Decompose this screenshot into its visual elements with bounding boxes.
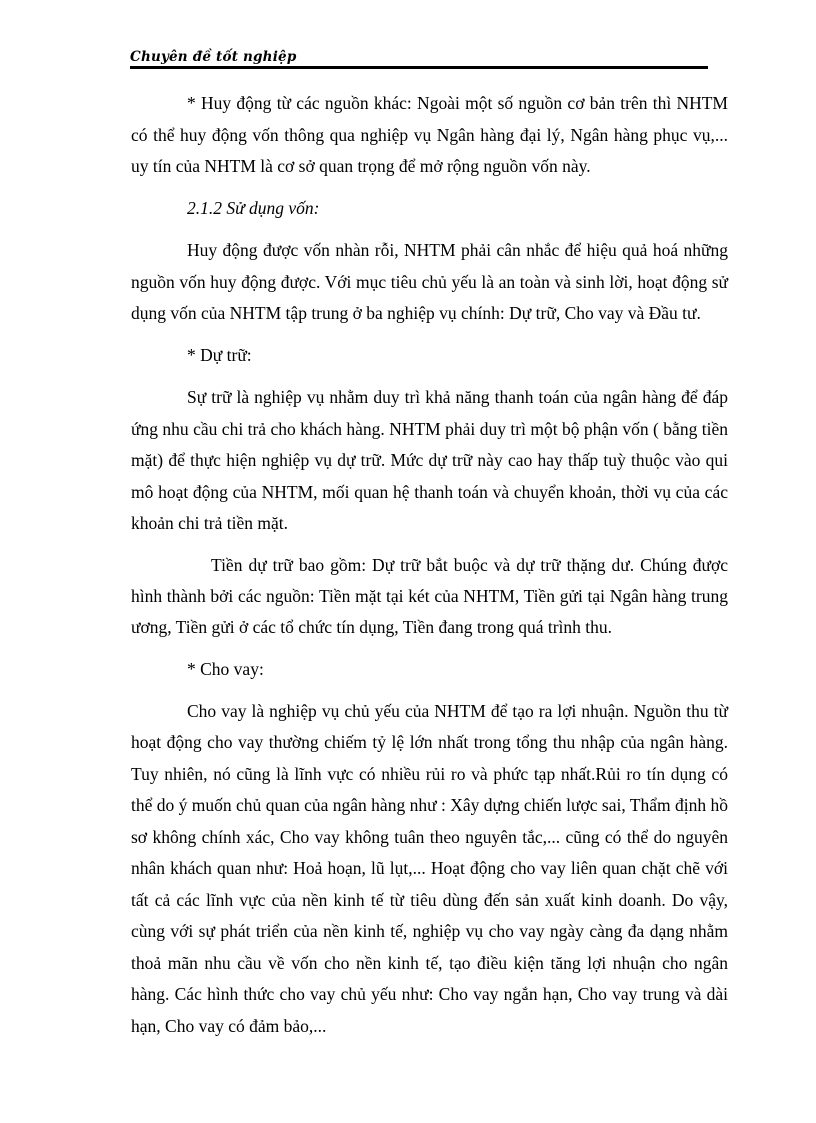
paragraph-reserves: Sự trữ là nghiệp vụ nhằm duy trì khả năng thanh toán của ngân hàng để đáp ứng nhu cầu chi trả cho khách hàng. NHTM phải duy trì một bộ phận vốn ( bằng tiền mặt) để thực hiện nghiệp vụ dự trữ. Mức dự trữ này cao hay thấp tuỳ thuộc vào qui mô hoạt động của NHTM, mối quan hệ thanh toán và chuyển khoản, thời vụ của các khoản chi trả tiền mặt. — [131, 387, 728, 533]
bullet-heading-reserves: * Dự trữ: — [187, 345, 252, 365]
paragraph-other-sources: * Huy động từ các nguồn khác: Ngoài một số nguồn cơ bản trên thì NHTM có thể huy động vốn thông qua nghiệp vụ Ngân hàng đại lý, Ngân hàng phục vụ,... uy tín của NHTM là cơ sở quan trọng để mở rộng nguồn vốn này. — [131, 93, 728, 176]
page-header-title: Chuyên đề tốt nghiệp — [130, 49, 297, 65]
paragraph-lending: Cho vay là nghiệp vụ chủ yếu của NHTM để tạo ra lợi nhuận. Nguồn thu từ hoạt động cho vay thường chiếm tỷ lệ lớn nhất trong tổng thu nhập của ngân hàng. Tuy nhiên, nó cũng là lĩnh vực có nhiều rủi ro và phức tạp nhất.Rủi ro tín dụng có thể do ý muốn chủ quan của ngân hàng như : Xây dựng chiến lược sai, Thẩm định hồ sơ không chính xác, Cho vay không tuân theo nguyên tắc,... cũng có thể do nguyên nhân khách quan như: Hoả hoạn, lũ lụt,... Hoạt động cho vay liên quan chặt chẽ với tất cả các lĩnh vực của nền kinh tế từ tiêu dùng đến sản xuất kinh doanh. Do vậy, cùng với sự phát triển của nền kinh tế, nghiệp vụ cho vay ngày càng đa dạng nhằm thoả mãn nhu cầu về vốn cho nền kinh tế, tạo điều kiện tăng lợi nhuận cho ngân hàng. Các hình thức cho vay chủ yếu như: Cho vay ngắn hạn, Cho vay trung và dài hạn, Cho vay có đảm bảo,... — [131, 700, 728, 1036]
header-divider — [130, 66, 708, 69]
paragraph-reserve-composition: Tiền dự trữ bao gồm: Dự trữ bắt buộc và dự trữ thặng dư. Chúng được hình thành bởi các nguồn: Tiền mặt tại két của NHTM, Tiền gửi tại Ngân hàng trung ương, Tiền gửi ở các tổ chức tín dụng, Tiền đang trong quá trình thu. — [131, 555, 728, 637]
section-heading-capital-use: 2.1.2 Sử dụng vốn: — [187, 198, 320, 218]
document-body — [131, 88, 728, 1053]
bullet-heading-lending: * Cho vay: — [187, 658, 264, 679]
paragraph-capital-use-intro: Huy động được vốn nhàn rỗi, NHTM phải cân nhắc để hiệu quả hoá những nguồn vốn huy động được. Với mục tiêu chủ yếu là an toàn và sinh lời, hoạt động sử dụng vốn của NHTM tập trung ở ba nghiệp vụ chính: Dự trữ, Cho vay và Đầu tư. — [131, 240, 728, 323]
